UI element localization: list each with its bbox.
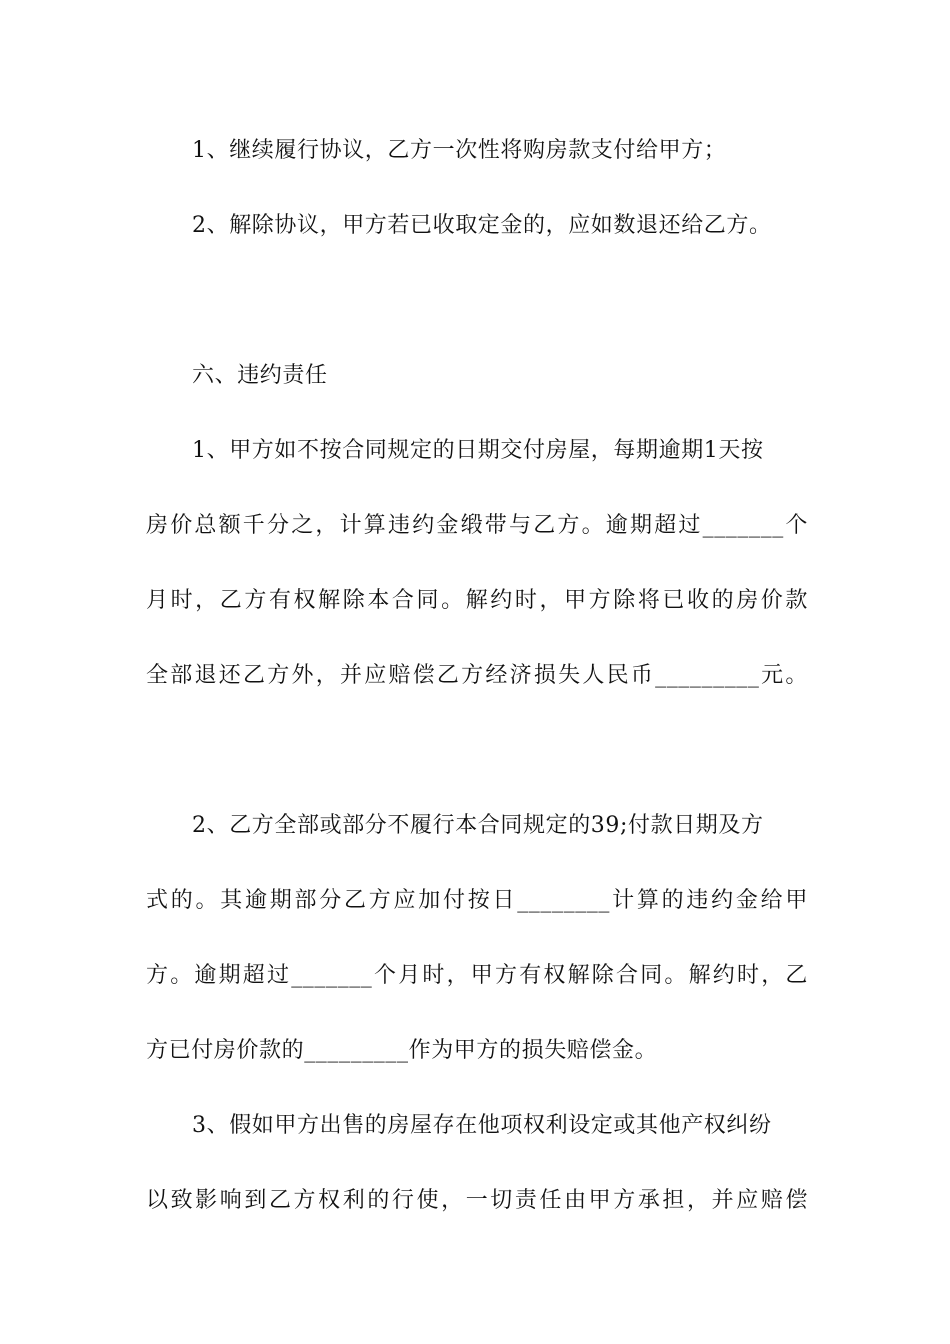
clause-3-line-2: 以致影响到乙方权利的行使，一切责任由甲方承担，并应赔偿 — [146, 1188, 808, 1213]
clause-continue-agreement: 1、继续履行协议，乙方一次性将购房款支付给甲方； — [192, 138, 727, 163]
clause-1-line-2: 房价总额千分之，计算违约金缎带与乙方。逾期超过_______个 — [146, 513, 808, 538]
clause-3-line-1: 3、假如甲方出售的房屋存在他项权利设定或其他产权纠纷 — [192, 1113, 772, 1138]
clause-2-line-2: 式的。其逾期部分乙方应加付按日________计算的违约金给甲 — [146, 888, 808, 913]
section-heading-breach-liability: 六、违约责任 — [192, 363, 328, 388]
clause-terminate-agreement: 2、解除协议，甲方若已收取定金的，应如数退还给乙方。 — [192, 213, 772, 238]
clause-1-line-4: 全部退还乙方外，并应赔偿乙方经济损失人民币_________元。 — [146, 663, 808, 688]
clause-1-line-1: 1、甲方如不按合同规定的日期交付房屋，每期逾期1天按 — [192, 438, 764, 463]
clause-2-line-3: 方。逾期超过_______个月时，甲方有权解除合同。解约时，乙 — [146, 963, 808, 988]
clause-2-line-1: 2、乙方全部或部分不履行本合同规定的39;付款日期及方 — [192, 813, 764, 838]
clause-1-line-3: 月时，乙方有权解除本合同。解约时，甲方除将已收的房价款 — [146, 588, 808, 613]
clause-2-line-4: 方已付房价款的_________作为甲方的损失赔偿金。 — [146, 1038, 658, 1063]
